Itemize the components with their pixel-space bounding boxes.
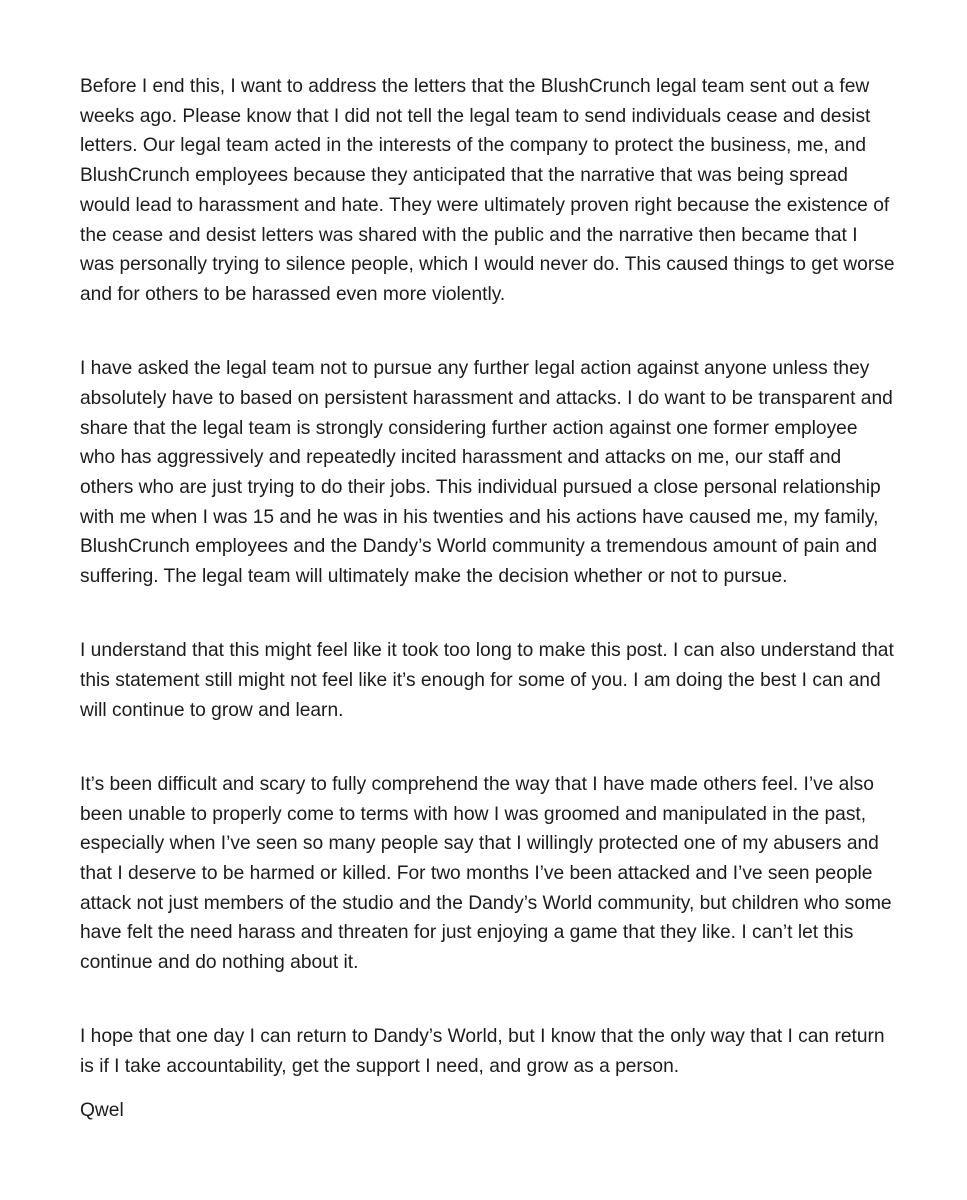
paragraph-difficulty: It’s been difficult and scary to fully comprehend the way that I have made others feel. I’ve also been unable to properly come to terms with how I was groomed and manipulated in the past, especially when I’ve seen so many people say that I willingly protected one of my abusers and that I deserve to be harmed or killed. For two months I’ve been attacked and I’ve seen people attack not just members of the studio and the Dandy’s World community, but children who some have felt the need harass and threaten for just enjoying a game that they like. I can’t let this continue and do nothing about it. (80, 773, 892, 974)
statement-document (80, 72, 895, 1125)
paragraph-legal-action: I have asked the legal team not to pursue any further legal action against anyone unless they absolutely have to based on persistent harassment and attacks. I do want to be transparent and share that the legal team is strongly considering further action against one former employee who has aggressively and repeatedly incited harassment and attacks on me, our staff and others who are just trying to do their jobs. This individual pursued a close personal relationship with me when I was 15 and he was in his twenties and his actions have caused me, my family, BlushCrunch employees and the Dandy’s World community a tremendous amount of pain and suffering. The legal team will ultimately make the decision whether or not to pursue. (80, 358, 893, 588)
signature: Qwel (80, 1099, 124, 1121)
paragraph-hope: I hope that one day I can return to Dandy’s World, but I know that the only way that I can return is if I take accountability, get the support I need, and grow as a person. (80, 1026, 885, 1077)
paragraph-legal-letters: Before I end this, I want to address the letters that the BlushCrunch legal team sent out a few weeks ago. Please know that I did not tell the legal team to send individuals cease and desist letters. Our legal team acted in the interests of the company to protect the business, me, and BlushCrunch employees because they anticipated that the narrative that was being spread would lead to harassment and hate. They were ultimately proven right because the existence of the cease and desist letters was shared with the public and the narrative then became that I was personally trying to silence people, which I would never do. This caused things to get worse and for others to be harassed even more violently. (80, 76, 895, 305)
paragraph-timing: I understand that this might feel like it took too long to make this post. I can also understand that this statement still might not feel like it’s enough for some of you. I am doing the best I can and will continue to grow and learn. (80, 640, 894, 721)
